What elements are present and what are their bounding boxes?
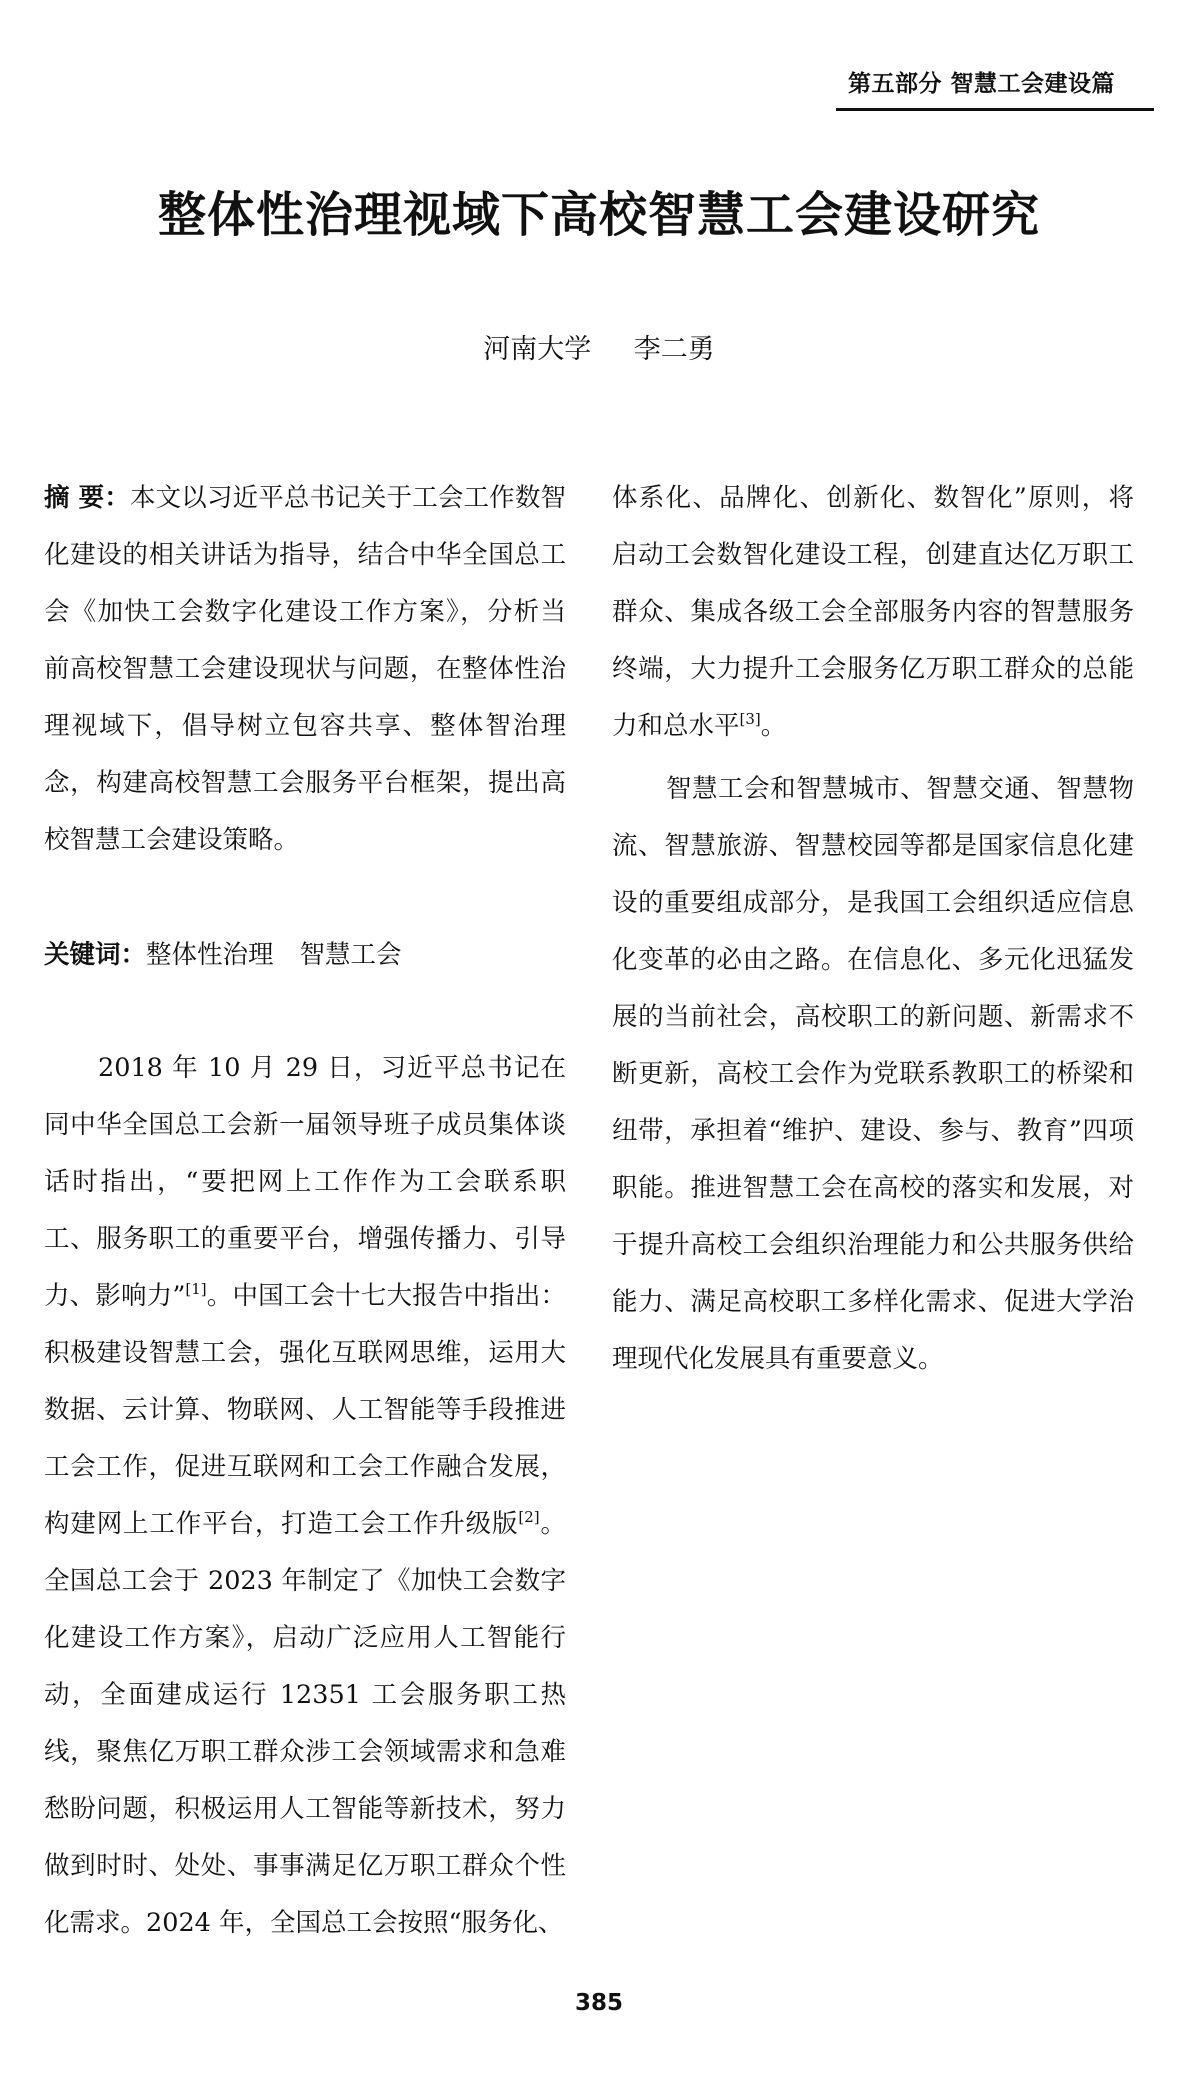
keywords-label: 关键词：: [44, 940, 147, 970]
section-header: [836, 60, 1154, 111]
page-number: 385: [574, 1990, 623, 2016]
left-column: [44, 470, 566, 1952]
body-paragraph: 智慧工会和智慧城市、智慧交通、智慧物流、智慧旅游、智慧校园等都是国家信息化建设的重要组成部分，是我国工会组织适应信息化变革的必由之路。在信息化、多元化迅猛发展的当前社会，高校职工的新问题、新需求不断更新，高校工会作为党联系教职工的桥梁和纽带，承担着“维护、建设、参与、教育”四项职能。推进智慧工会在高校的落实和发展，对于提升高校工会组织治理能力和公共服务供给能力、满足高校职工多样化需求、促进大学治理现代化发展具有重要意义。: [612, 774, 1134, 1374]
paragraph-text: 体系化、品牌化、创新化、数智化”原则，将启动工会数智化建设工程，创建直达亿万职工群众、集成各级工会全部服务内容的智慧服务终端，大力提升工会服务亿万职工群众的总能力和总水平: [612, 483, 1134, 741]
body-paragraph-continued: [612, 470, 1134, 755]
section-header-text: 第五部分 智慧工会建设篇: [848, 71, 1116, 97]
citation-ref-3: [3]: [739, 710, 761, 728]
keyword-item: 智慧工会: [299, 940, 402, 970]
paper-title: 整体性治理视域下高校智慧工会建设研究: [157, 187, 1040, 243]
author-name: 李二勇: [633, 334, 715, 365]
body-paragraph: [44, 1040, 566, 1952]
abstract: [44, 470, 566, 869]
paragraph-text: 2018 年 10 月 29 日，习近平总书记在同中华全国总工会新一届领导班子成员集体谈话时指出，“要把网上工作作为工会联系职工、服务职工的重要平台，增强传播力、引导力、影响力”: [44, 1053, 566, 1311]
paragraph-text: 。全国总工会于 2023 年制定了《加快工会数字化建设工作方案》，启动广泛应用人工智能行动，全面建成运行 12351 工会服务职工热线，聚焦亿万职工群众涉工会领域需求和急难愁盼问题，积极运用人工智能等新技术，努力做到时时、处处、事事满足亿万职工群众个性化需求。2024 年，全国总工会按照“服务化、: [44, 1509, 566, 1938]
affiliation: 河南大学: [483, 334, 592, 365]
paragraph-text: 。中国工会十七大报告中指出：积极建设智慧工会，强化互联网思维，运用大数据、云计算、物联网、人工智能等手段推进工会工作，促进互联网和工会工作融合发展，构建网上工作平台，打造工会工作升级版: [44, 1281, 566, 1539]
keyword-item: 整体性治理: [146, 940, 274, 970]
abstract-text: 本文以习近平总书记关于工会工作数智化建设的相关讲话为指导，结合中华全国总工会《加快工会数字化建设工作方案》，分析当前高校智慧工会建设现状与问题，在整体性治理视域下，倡导树立包容共享、整体智治理念，构建高校智慧工会服务平台框架，提出高校智慧工会建设策略。: [44, 483, 566, 855]
abstract-label: 摘 要：: [44, 483, 130, 513]
byline: [0, 327, 1198, 366]
citation-ref-1: [1]: [185, 1280, 207, 1298]
right-column: [612, 470, 1134, 1388]
keywords: [44, 927, 566, 984]
paragraph-text: 。: [760, 711, 787, 741]
citation-ref-2: [2]: [518, 1508, 540, 1526]
